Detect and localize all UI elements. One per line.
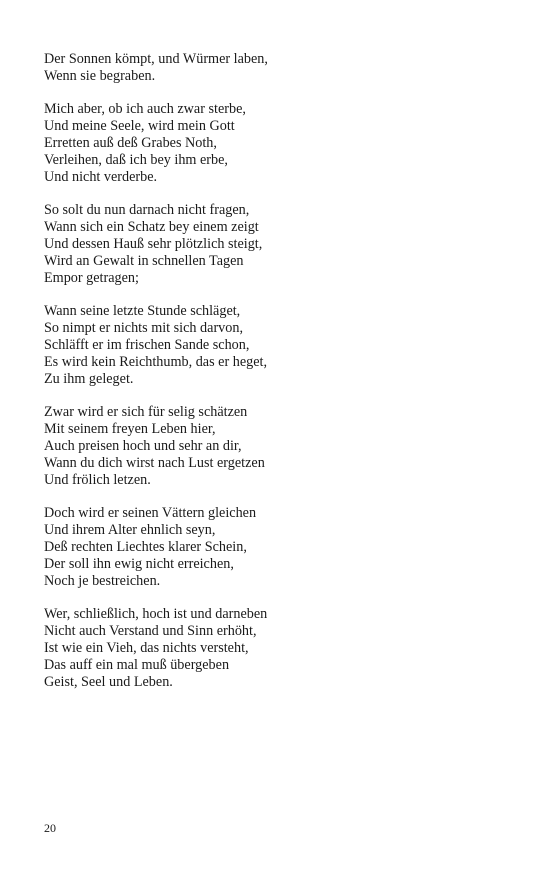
stanza-4	[44, 303, 514, 388]
poem-line: Doch wird er seinen Vättern gleichen	[44, 505, 257, 521]
poem-line: So solt du nun darnach nicht fragen,	[44, 202, 250, 218]
poem-line: Es wird kein Reichthumb, das er heget,	[44, 354, 268, 370]
poem-line: Noch je bestreichen.	[44, 573, 161, 589]
poem-line: Auch preisen hoch und sehr an dir,	[44, 438, 242, 454]
poem-line: Wann sich ein Schatz bey einem zeigt	[44, 219, 259, 235]
poem-line: Wann du dich wirst nach Lust ergetzen	[44, 455, 265, 471]
poem-line: So nimpt er nichts mit sich darvon,	[44, 320, 243, 336]
poem-line: Und nicht verderbe.	[44, 169, 158, 185]
poem-line: Empor getragen;	[44, 270, 139, 286]
stanza-7	[44, 606, 514, 691]
stanza-1	[44, 51, 514, 85]
poem-line: Der Sonnen kömpt, und Würmer laben,	[44, 51, 268, 67]
poem-line: Mit seinem freyen Leben hier,	[44, 421, 216, 437]
poem-line: Deß rechten Liechtes klarer Schein,	[44, 539, 247, 555]
stanza-6	[44, 505, 514, 590]
poem-line: Zu ihm geleget.	[44, 371, 134, 387]
stanza-5	[44, 404, 514, 489]
poem-line: Der soll ihn ewig nicht erreichen,	[44, 556, 234, 572]
poem-line: Nicht auch Verstand und Sinn erhöht,	[44, 623, 257, 639]
poem-line: Und ihrem Alter ehnlich seyn,	[44, 522, 216, 538]
poem-line: Das auff ein mal muß übergeben	[44, 657, 230, 673]
page-number: 20	[44, 821, 56, 835]
poem-line: Und meine Seele, wird mein Gott	[44, 118, 235, 134]
poem-line: Geist, Seel und Leben.	[44, 674, 173, 690]
poem-line: Und dessen Hauß sehr plötzlich steigt,	[44, 236, 263, 252]
poem-line: Wann seine letzte Stunde schläget,	[44, 303, 241, 319]
stanza-2	[44, 101, 514, 186]
poem-line: Ist wie ein Vieh, das nichts versteht,	[44, 640, 249, 656]
poem-line: Mich aber, ob ich auch zwar sterbe,	[44, 101, 246, 117]
poem-line: Wenn sie begraben.	[44, 68, 156, 84]
poem-line: Verleihen, daß ich bey ihm erbe,	[44, 152, 228, 168]
poem-line: Wer, schließlich, hoch ist und darneben	[44, 606, 268, 622]
poem-line: Schläfft er im frischen Sande schon,	[44, 337, 250, 353]
poem-line: Wird an Gewalt in schnellen Tagen	[44, 253, 244, 269]
poem-line: Und frölich letzen.	[44, 472, 151, 488]
poem-line: Zwar wird er sich für selig schätzen	[44, 404, 248, 420]
stanza-3	[44, 202, 514, 287]
poem-text	[44, 51, 514, 707]
poem-line: Erretten auß deß Grabes Noth,	[44, 135, 217, 151]
